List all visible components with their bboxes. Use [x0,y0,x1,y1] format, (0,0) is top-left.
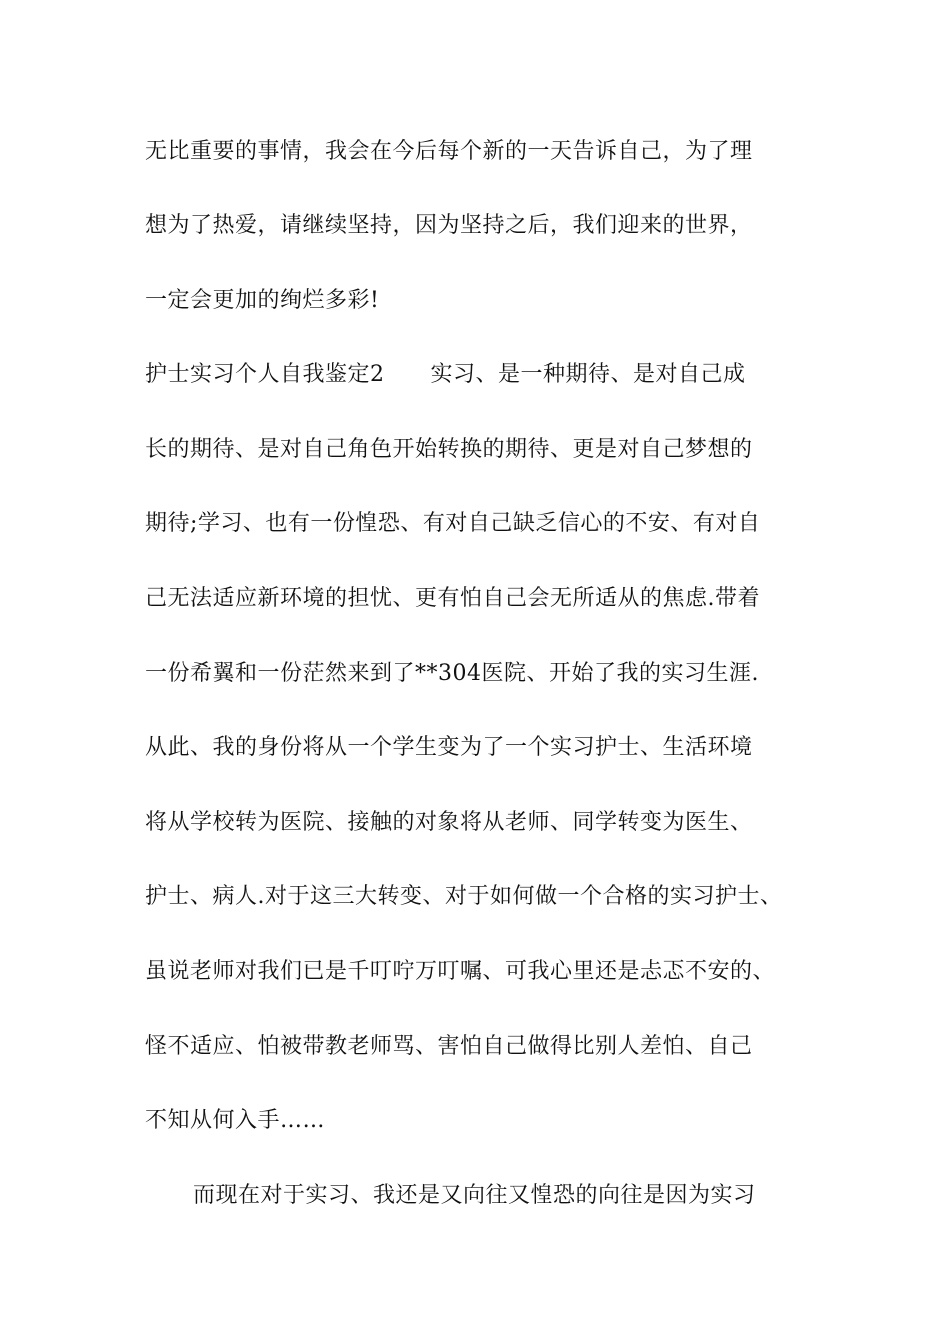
text-line: 虽说老师对我们已是千叮咛万叮嘱、可我心里还是忐忑不安的、 [145,959,776,984]
text-line: 将从学校转为医院、接触的对象将从老师、同学转变为医生、 [145,810,753,835]
section-heading-line [145,358,746,392]
text-line: 想为了热爱，请继续坚持，因为坚持之后，我们迎来的世界， [145,213,753,238]
text-line: 从此、我的身份将从一个学生变为了一个实习护士、生活环境 [145,735,753,760]
text-line: 一定会更加的绚烂多彩! [145,288,380,313]
text-line: 一份希翼和一份茫然来到了**304医院、开始了我的实习生涯. [145,661,759,686]
text-line: 期待;学习、也有一份惶恐、有对自己缺乏信心的不安、有对自 [145,511,761,536]
text-line: 不知从何入手…… [145,1108,326,1133]
text-line: 怪不适应、怕被带教老师骂、害怕自己做得比别人差怕、自己 [145,1034,753,1059]
text-line: 无比重要的事情，我会在今后每个新的一天告诉自己，为了理 [145,139,753,164]
text-line: 长的期待、是对自己角色开始转换的期待、更是对自己梦想的 [145,437,753,462]
text-line: 而现在对于实习、我还是又向往又惶恐的向往是因为实习 [193,1183,756,1208]
text-line: 护士、病人.对于这三大转变、对于如何做一个合格的实习护士、 [145,884,783,909]
section-title: 护士实习个人自我鉴定2 [145,362,385,387]
text-line: 己无法适应新环境的担忧、更有怕自己会无所适从的焦虑.带着 [145,586,760,611]
section-first-line: 实习、是一种期待、是对自己成 [430,362,746,387]
